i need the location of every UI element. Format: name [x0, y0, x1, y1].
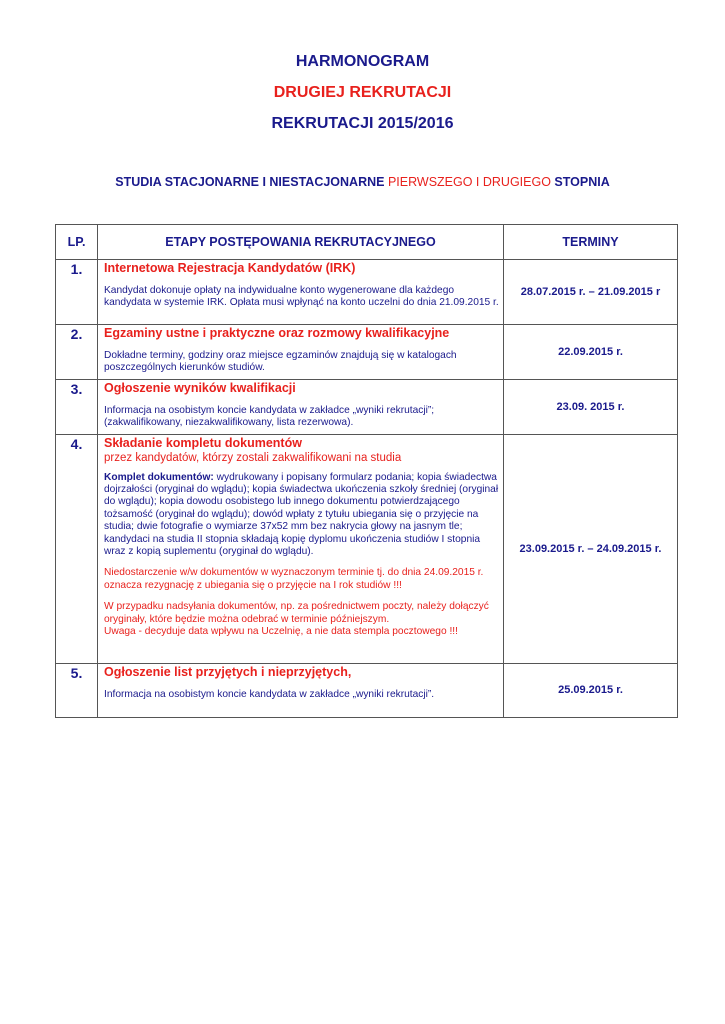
stage-cell	[98, 325, 504, 380]
table-header-row	[56, 225, 678, 260]
stage-title: Składanie kompletu dokumentów	[104, 435, 302, 450]
stage-date: 28.07.2015 r. – 21.09.2015 r	[504, 260, 678, 325]
stage-title: Ogłoszenie list przyjętych i nieprzyjętych,	[104, 664, 352, 679]
postal-note-warning: Uwaga - decyduje data wpływu na Uczelnię, a nie data stempla pocztowego !!!	[104, 626, 458, 638]
stage-title: Ogłoszenie wyników kwalifikacji	[104, 380, 296, 395]
stage-date: 25.09.2015 r.	[504, 663, 678, 717]
stage-subtitle: przez kandydatów, którzy zostali zakwalifikowani na studia	[104, 451, 402, 464]
stage-date: 23.09. 2015 r.	[504, 379, 678, 434]
stage-title: Internetowa Rejestracja Kandydatów (IRK)	[104, 261, 356, 275]
stage-date: 22.09.2015 r.	[504, 325, 678, 380]
table-row	[56, 663, 678, 717]
stage-cell	[98, 663, 504, 717]
table-row	[56, 434, 678, 663]
documents-label: Komplet dokumentów:	[104, 471, 214, 483]
row-number: 2.	[56, 325, 98, 380]
document-title: HARMONOGRAM	[295, 53, 430, 70]
document-title-second-recruitment: DRUGIEJ REKRUTACJI	[273, 84, 452, 101]
column-header-lp: LP.	[56, 225, 98, 260]
column-header-dates: TERMINY	[504, 225, 678, 260]
stage-description: Informacja na osobistym koncie kandydata w zakładce „wyniki rekrutacji”.	[104, 688, 435, 700]
documents-text: wydrukowany i popisany formularz podania; kopia świadectwa dojrzałości (oryginał do wglądu); kopia świadectwa ukończenia szkoły średniej (oryginał do wglądu); kopia dowodu osobistego lub innego dokumentu potwierdzającego tożsamość (oryginał do wglądu); dowód wpłaty z tytułu ubiegania się o przyjęcie na studia; dwie fotografie o wymiarze 37x52 mm bez nakrycia głowy na jasnym tle; kandydaci na studia II stopnia składają kopię dyplomu ukończenia studiów I stopnia wraz z kopią suplementu (oryginał do wglądu).	[104, 471, 499, 558]
study-type-subtitle	[0, 175, 725, 189]
documents-list	[104, 472, 499, 559]
row-number: 3.	[56, 379, 98, 434]
table-row	[56, 379, 678, 434]
document-title-year: REKRUTACJI 2015/2016	[271, 115, 454, 132]
postal-note-text: W przypadku nadsyłania dokumentów, np. za pośrednictwem poczty, należy dołączyć oryginały, które będzie można odebrać w terminie późniejszym.	[104, 601, 489, 625]
stage-description: Informacja na osobistym koncie kandydata w zakładce „wyniki rekrutacji”; (zakwalifikowany, niezakwalifikowany, lista rezerwowa).	[104, 404, 435, 429]
row-number: 1.	[56, 260, 98, 325]
postal-note	[104, 601, 499, 638]
row-number: 5.	[56, 663, 98, 717]
column-header-stages: ETAPY POSTĘPOWANIA REKRUTACYJNEGO	[98, 225, 504, 260]
table-row	[56, 260, 678, 325]
row-number: 4.	[56, 434, 98, 663]
stage-date: 23.09.2015 r. – 24.09.2015 r.	[504, 434, 678, 663]
stage-cell	[98, 260, 504, 325]
subtitle-part-degrees: PIERWSZEGO I DRUGIEGO	[387, 175, 551, 189]
subtitle-part-a: STUDIA STACJONARNE I NIESTACJONARNE	[115, 175, 388, 189]
subtitle-part-c: STOPNIA	[550, 175, 610, 189]
stage-description: Dokładne terminy, godziny oraz miejsce egzaminów znajdują się w katalogach poszczególnych kierunków studiów.	[104, 350, 457, 374]
table-row	[56, 325, 678, 380]
stage-description: Kandydat dokonuje opłaty na indywidualne konto wygenerowane dla każdego kandydata w systemie IRK. Opłata musi wpłynąć na konto uczelni do dnia 21.09.2015 r.	[104, 285, 499, 309]
stage-cell	[98, 379, 504, 434]
stage-cell	[98, 434, 504, 663]
stage-title: Egzaminy ustne i praktyczne oraz rozmowy kwalifikacyjne	[104, 326, 450, 340]
deadline-warning: Niedostarczenie w/w dokumentów w wyznaczonym terminie tj. do dnia 24.09.2015 r. oznacza rezygnację z ubiegania się o przyjęcie na I rok studiów !!!	[104, 567, 484, 591]
schedule-table	[55, 224, 678, 718]
